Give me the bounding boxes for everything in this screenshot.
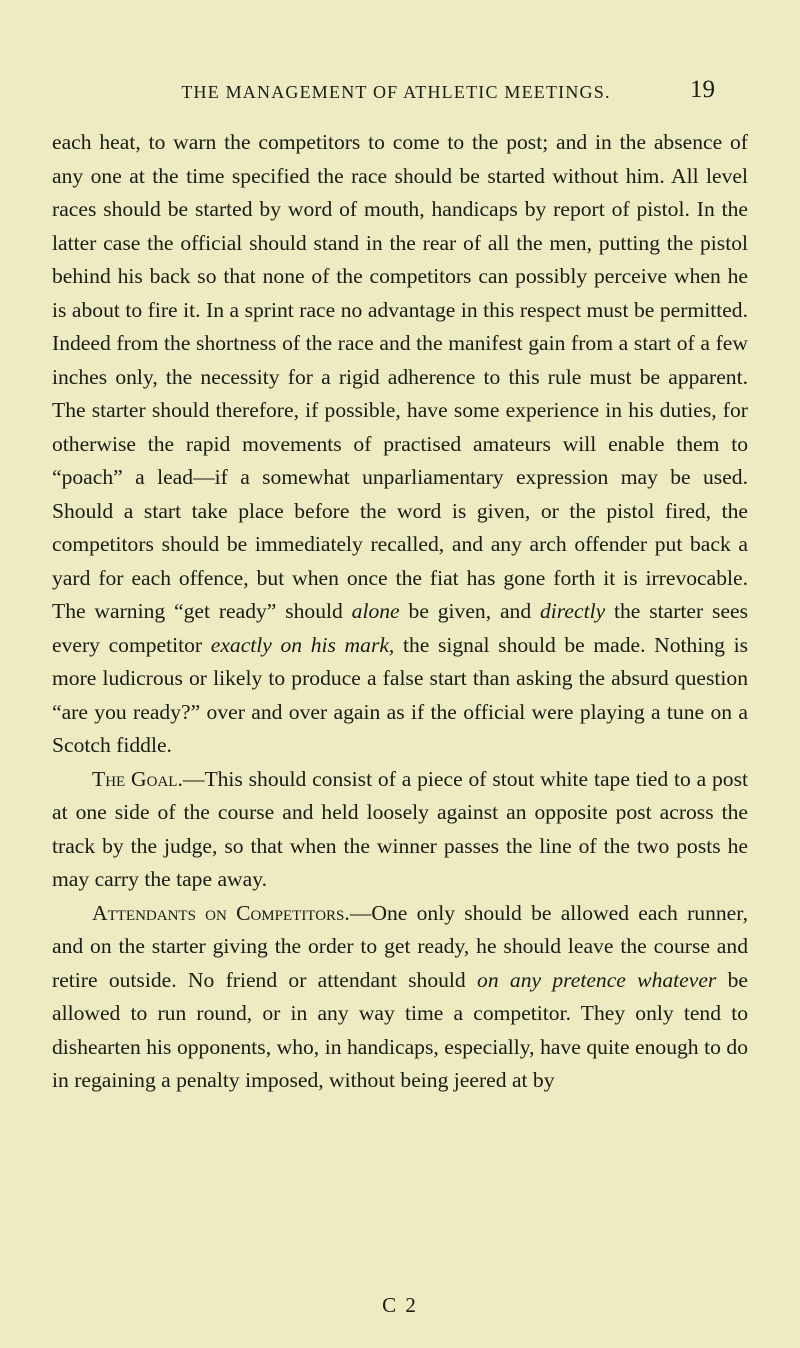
para3-text-2: be allowed to run round, or in any way time a competitor. They only tend to dishearten his opponents, who, in handicaps, especially, have quite enough to do in regaining a penalty imposed, without being jeered at by	[52, 967, 749, 1092]
para1-text-2: be given, and	[408, 599, 532, 623]
paragraph-starting-procedure	[52, 126, 748, 763]
paragraph-attendants	[52, 897, 748, 1098]
section-heading-the-goal: The Goal.	[92, 766, 183, 791]
para1-text-1: each heat, to warn the competitors to come to the post; and in the absence of any one at the time specified the race should be started without him. All level races should be started by word of mouth, handicaps by report of pistol. In the latter case the official should stand in the rear of all the men, putting the pistol behind his back so that none of the competitors can possibly perceive when he is about to fire it. In a sprint race no advantage in this respect must be permitted. Indeed from the shortness of the race and the manifest gain from a start of a few inches only, the necessity for a rigid adherence to this rule must be apparent. The starter should therefore, if possible, have some experience in his duties, for otherwise the rapid movements of practised amateurs will enable them to “poach” a lead—if a somewhat unparliamentary expression may be used. Should a start take place before the word is given, or the pistol fired, the competitors should be immediately recalled, and any arch offender put back a yard for each offence, but when once the fiat has gone forth it is irrevocable. The warning “get ready” should	[52, 130, 748, 623]
page-number: 19	[690, 76, 715, 103]
running-head: THE MANAGEMENT OF ATHLETIC MEETINGS.	[181, 82, 611, 102]
para1-text-3: the starter sees every competitor	[52, 599, 749, 657]
para3-italic-pretence: on any pretence whatever	[477, 967, 717, 992]
paragraph-the-goal	[52, 763, 748, 897]
para1-italic-alone: alone	[351, 599, 400, 623]
para3-text-1: —One only should be allowed each runner, and on the starter giving the order to get ready, he should leave the course and retire outside. No friend or attendant should	[52, 900, 748, 992]
section-heading-attendants: Attendants on Competitors.	[92, 900, 350, 925]
para2-text: —This should consist of a piece of stout white tape tied to a post at one side of the course and held loosely against an opposite post across the track by the judge, so that when the winner passes the line of the two posts he may carry the tape away.	[52, 766, 748, 891]
para1-italic-exactly: exactly on his mark,	[210, 632, 395, 657]
para1-text-4: the signal should be made. Nothing is more ludicrous or likely to produce a false start than asking the absurd question “are you ready?” over and over again as if the official were playing a tune on a Scotch fiddle.	[52, 632, 748, 757]
body-text	[52, 126, 748, 1098]
signature-mark: C 2	[382, 1293, 418, 1317]
para1-italic-directly: directly	[540, 599, 606, 623]
